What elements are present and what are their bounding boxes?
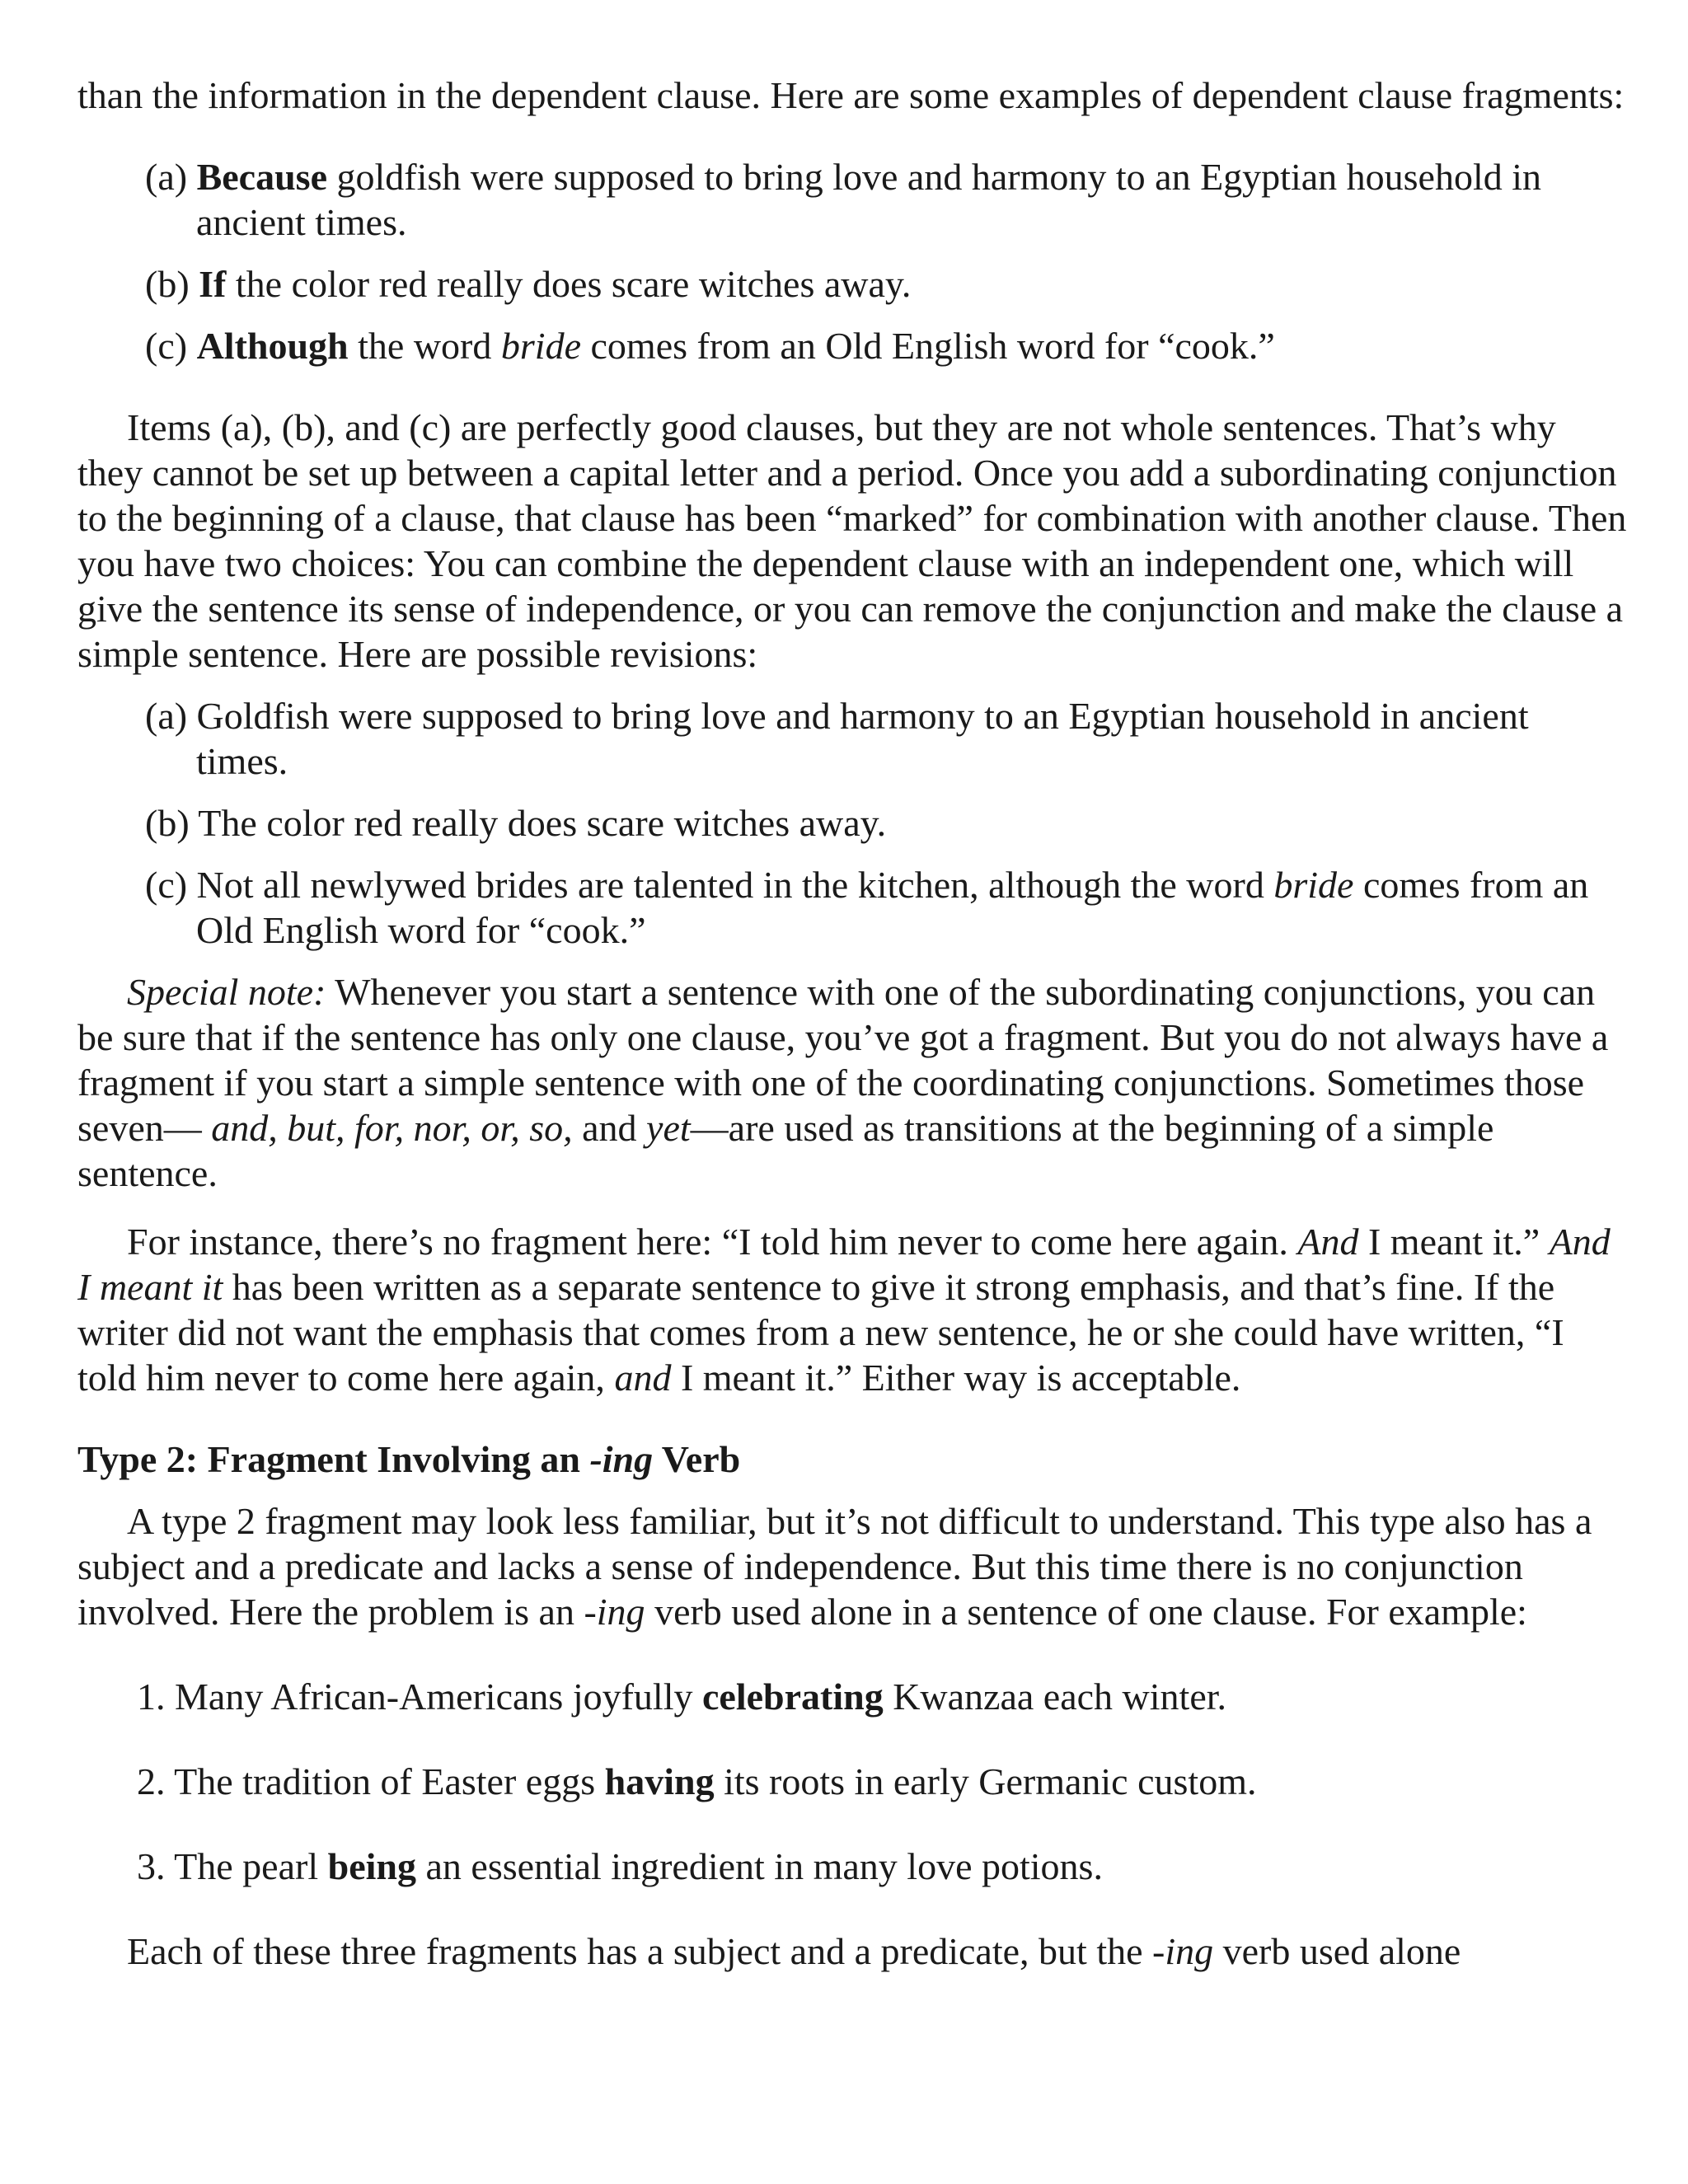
intro-paragraph: than the information in the dependent clause. Here are some examples of dependent clause fragments: [77,74,1625,116]
item-label: (a) [145,156,197,198]
list-item [137,1844,1627,1889]
paragraph-text: I meant it.” Either way is acceptable. [671,1357,1241,1399]
list-item: (b) The color red really does scare witches away. [145,802,887,844]
italic-word: and, but, for, nor, or, so, [211,1107,573,1149]
list-item: (a) Goldfish were supposed to bring love and harmony to an Egyptian household in ancient times. [145,695,1529,782]
item-label: (b) [145,263,199,305]
list-item [137,1759,1627,1804]
italic-word: bride [1273,864,1354,906]
paragraph-text: Each of these three fragments has a subject and a predicate, but the [127,1930,1153,1972]
list-item [145,323,1627,368]
bold-verb: celebrating [701,1675,884,1718]
italic-word: bride [500,325,581,367]
paragraph-text: A type 2 fragment may look less familiar, but it’s not difficult to understand. This type also has a subject and a predicate and lacks a sense of independence. But this time there is no conjunction involved. Here the problem is an [77,1500,1592,1633]
item-text: the color red really does scare witches away. [226,263,912,305]
italic-word: and [614,1357,672,1399]
item-text: (c) Not all newlywed brides are talented in the kitchen, although the word [145,864,1274,906]
bold-verb: having [604,1760,715,1802]
bold-verb: being [327,1845,416,1887]
item-text: 3. The pearl [137,1845,328,1887]
item-text: Kwanzaa each winter. [883,1675,1227,1718]
type2-paragraph [77,1498,1627,1634]
conjunction: Because [196,156,327,198]
section-heading [77,1436,1627,1482]
paragraph-text: For instance, there’s no fragment here: “I told him never to come here again. [127,1221,1298,1263]
conjunction: If [199,263,227,305]
item-label: (c) [145,325,197,367]
list-item [137,1674,1627,1719]
fragment-list [77,154,1627,368]
item-text: comes from an Old English word for “cook.” [581,325,1275,367]
item-text: 2. The tradition of Easter eggs [137,1760,605,1802]
paragraph-text: and [572,1107,647,1149]
paragraph-text: has been written as a separate sentence to give it strong emphasis, and that’s fine. If the writer did not want the emphasis that comes from a new sentence, he or she could have written, “I told him never to come here again, [77,1266,1564,1399]
italic-word: -ing [584,1591,645,1633]
items-paragraph: Items (a), (b), and (c) are perfectly good clauses, but they are not whole sentences. That’s why they cannot be set up between a capital letter and a period. Once you add a subordinating conjunction to the beginning of a clause, that clause has been “marked” for combination with another clause. Then you have two choices: You can combine the dependent clause with an independent one, which will give the sentence its sense of independence, or you can remove the conjunction and make the clause a simple sentence. Here are possible revisions: [77,406,1627,675]
paragraph-text: I meant it.” [1358,1221,1550,1263]
list-item [145,862,1627,953]
paragraph-text: verb used alone [1213,1930,1461,1972]
item-text: its roots in early Germanic custom. [714,1760,1257,1802]
special-note-paragraph [77,969,1627,1196]
revision-list [77,693,1627,953]
item-text: the word [348,325,501,367]
example-list [77,1674,1627,1889]
conjunction: Although [196,325,349,367]
closing-paragraph [77,1929,1627,1974]
italic-word: And [1297,1221,1359,1263]
instance-paragraph [77,1219,1627,1400]
italic-word: And I meant it [77,1221,1611,1308]
list-item [145,154,1627,245]
heading-text: Type 2: Fragment Involving an [77,1438,590,1480]
item-text: 1. Many African-Americans joyfully [137,1675,702,1718]
paragraph-text: verb used alone in a sentence of one clause. For example: [645,1591,1527,1633]
special-note-label: Special note: [127,971,326,1013]
list-item [145,261,1627,307]
item-text: goldfish were supposed to bring love and harmony to an Egyptian household in ancient times. [196,156,1542,243]
paragraph-text: Whenever you start a sentence with one of the subordinating conjunctions, you can be sure that if the sentence has only one clause, you’ve got a fragment. But you do not always have a fragment if you start a simple sentence with one of the coordinating conjunctions. Sometimes those seven— [77,971,1609,1149]
italic-word: -ing [1152,1930,1214,1972]
heading-text: Verb [653,1438,741,1480]
document-page [77,73,1627,1974]
paragraph-text: —are used as transitions at the beginning of a simple sentence. [77,1107,1494,1194]
item-text: an essential ingredient in many love potions. [416,1845,1103,1887]
italic-word: yet [646,1107,691,1149]
item-text: comes from an Old English word for “cook.” [196,864,1589,951]
italic-word: -ing [589,1438,654,1480]
